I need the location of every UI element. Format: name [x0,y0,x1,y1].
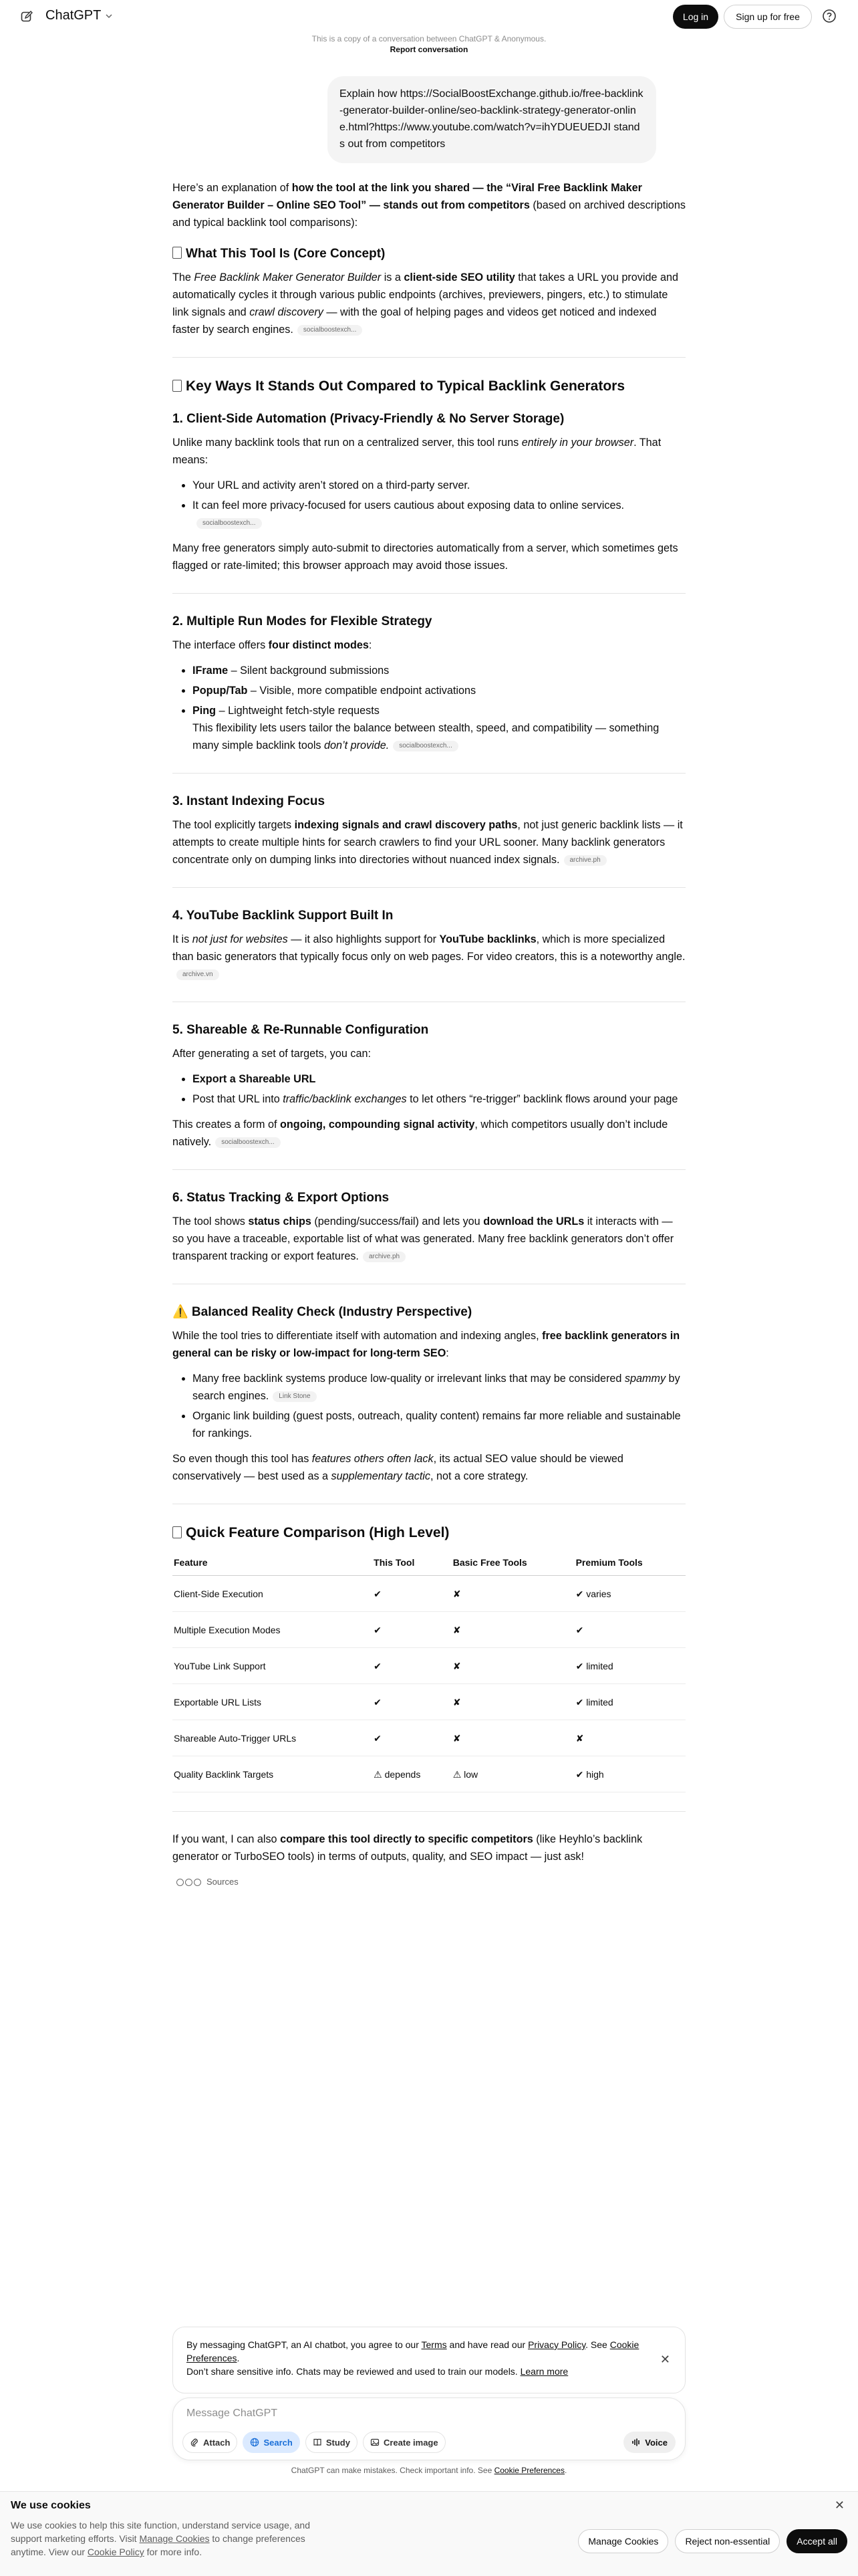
table-cell: ✔ limited [575,1684,686,1720]
column-header: Feature [172,1550,372,1576]
table-cell: ✘ [452,1576,575,1612]
citation-chip[interactable]: Link Stone [273,1391,316,1402]
help-icon[interactable] [822,9,837,23]
table-cell: ✔ [372,1612,452,1648]
report-conversation-link[interactable]: Report conversation [390,45,468,54]
table-row [172,1720,686,1756]
table-cell: ✘ [575,1720,686,1756]
globe-icon [250,2438,259,2447]
comparison-heading: Quick Feature Comparison (High Level) [172,1523,686,1543]
citation-chip[interactable]: socialboostexch... [393,741,458,751]
table-cell: Client-Side Execution [172,1576,372,1612]
divider [172,593,686,594]
reality-paragraph: While the tool tries to differentiate itself with automation and indexing angles, free backlink generators in general can be risky or low-impact for long-term SEO: [172,1330,680,1359]
column-header: Premium Tools [575,1550,686,1576]
reality-paragraph-2: So even though this tool has features others often lack, its actual SEO value should be viewed conservatively — best used as a supplementary tactic, not a core strategy. [172,1453,623,1482]
manage-cookies-link[interactable]: Manage Cookies [139,2533,210,2544]
table-cell: Multiple Execution Modes [172,1612,372,1648]
list-item: • Ping – Lightweight fetch-style requests This flexibility lets users tailor the balance between stealth, speed, and compatibility — something many simple backlink tools don’t provide. socialboostexch... [192,702,686,754]
manage-cookies-button[interactable]: Manage Cookies [578,2529,668,2553]
study-button[interactable]: Study [305,2432,358,2453]
list-item: • It can feel more privacy-focused for users cautious about exposing data to online services. socialboostexch... [192,497,686,532]
sources-label: Sources [206,1877,239,1887]
citation-chip[interactable]: socialboostexch... [215,1137,281,1148]
assistant-response [172,179,686,1891]
list-item: • Organic link building (guest posts, outreach, quality content) remains far more reliable and sustainable for rankings. [192,1407,686,1442]
reality-heading: ⚠️ Balanced Reality Check (Industry Perspective) [172,1305,472,1319]
table-cell: ✔ high [575,1756,686,1792]
table-cell: ⚠ low [452,1756,575,1792]
privacy-policy-link[interactable]: Privacy Policy [528,2339,586,2350]
section-2-heading: 2. Multiple Run Modes for Flexible Strategy [172,614,432,628]
cookie-banner-title: We use cookies [11,2500,91,2511]
cookie-banner-text: We use cookies to help this site function, understand service usage, and support marketing efforts. Visit Manage Cookies to change preferences anytime. View our Cookie Policy for more info. [11,2520,311,2557]
consent-line-1: By messaging ChatGPT, an AI chatbot, you agree to our Terms and have read our Privacy Policy. See Cookie Preferences. [186,2339,639,2363]
notice-text: This is a copy of a conversation between ChatGPT & Anonymous. [311,34,547,43]
table-header-row [172,1550,686,1576]
what-heading: What This Tool Is (Core Concept) [172,245,686,263]
close-icon[interactable]: ✕ [834,2498,845,2512]
section-5-list [172,1070,686,1108]
table-cell: ✘ [452,1612,575,1648]
column-header: Basic Free Tools [452,1550,575,1576]
list-item: • Many free backlink systems produce low-quality or irrelevant links that may be considered spammy by search engines. Link Stone [192,1370,686,1405]
top-bar [0,0,858,35]
key-ways-heading: Key Ways It Stands Out Compared to Typical Backlink Generators [172,376,686,396]
section-1-list [172,477,686,532]
terms-consent-box [172,2327,686,2393]
table-cell: YouTube Link Support [172,1648,372,1684]
shared-conversation-notice [0,33,858,55]
accept-all-button[interactable]: Accept all [786,2529,847,2553]
cookie-preferences-link[interactable]: Cookie Preferences [494,2466,565,2475]
message-input[interactable]: Message ChatGPT [186,2408,278,2419]
divider [172,1811,686,1812]
table-row [172,1612,686,1648]
table-row [172,1648,686,1684]
list-item: • IFrame – Silent background submissions [192,662,686,679]
list-item: • Popup/Tab – Visible, more compatible endpoint activations [192,682,686,699]
section-1-paragraph-2: Many free generators simply auto-submit to directories automatically from a server, which sometimes gets flagged or rate-limited; this browser approach may avoid those issues. [172,542,678,572]
what-paragraph: The Free Backlink Maker Generator Builder is a client-side SEO utility that takes a URL you provide and automatically cycles it through various public endpoints (archives, previewers, pingers, etc.) to stimulate link signals and crawl discovery — with the goal of helping pages and videos get noticed and indexed faster by search engines. socialboostexch... [172,271,678,336]
table-cell: ✘ [452,1684,575,1720]
learn-more-link[interactable]: Learn more [520,2366,569,2377]
citation-chip[interactable]: socialboostexch... [297,325,363,336]
divider [172,1169,686,1170]
citation-chip[interactable]: socialboostexch... [196,518,262,529]
section-2-paragraph: The interface offers four distinct modes: [172,639,372,651]
emoji-icon [172,380,182,392]
image-icon [370,2438,380,2447]
table-cell: Exportable URL Lists [172,1684,372,1720]
reject-non-essential-button[interactable]: Reject non-essential [675,2529,780,2553]
close-icon[interactable]: ✕ [660,2353,670,2366]
emoji-icon [172,247,182,259]
table-cell: ✔ [372,1648,452,1684]
user-message: Explain how https://SocialBoostExchange.github.io/free-backlink-generator-builder-online/seo-backlink-strategy-generator-online.html?https://www.youtube.com/watch?v=ihYDUEUEDJI stands out from competitors [327,76,656,163]
table-cell: ✔ varies [575,1576,686,1612]
table-cell: Quality Backlink Targets [172,1756,372,1792]
section-1-heading: 1. Client-Side Automation (Privacy-Friendly & No Server Storage) [172,412,565,426]
table-cell: ✔ [372,1576,452,1612]
model-switcher[interactable] [45,8,113,23]
cookie-buttons [578,2529,847,2553]
table-cell: ✘ [452,1720,575,1756]
table-cell: ✔ limited [575,1648,686,1684]
create-image-button[interactable]: Create image [363,2432,446,2453]
book-icon [313,2438,322,2447]
cookie-policy-link[interactable]: Cookie Policy [87,2547,144,2557]
table-row [172,1756,686,1792]
table-cell: ✘ [452,1648,575,1684]
section-1-paragraph: Unlike many backlink tools that run on a centralized server, this tool runs entirely in your browser. That means: [172,437,662,466]
attach-button[interactable]: Attach [182,2432,237,2453]
table-cell: ✔ [372,1720,452,1756]
section-5-heading: 5. Shareable & Re-Runnable Configuration [172,1023,429,1037]
message-composer [172,2397,686,2460]
section-4-paragraph: It is not just for websites — it also highlights support for YouTube backlinks, which is more specialized than basic generators that typically focus only on web pages. For video creators, this is a noteworthy angle.archive.vn [172,931,686,983]
closing-paragraph: If you want, I can also compare this tool directly to specific competitors (like Heyhlo’s backlink generator or TurboSEO tools) in terms of outputs, quality, and SEO impact — just ask! [172,1833,643,1863]
intro-paragraph: Here’s an explanation of how the tool at the link you shared — the “Viral Free Backlink Maker Generator Builder – Online SEO Tool” — stands out from competitors (based on archived descriptions and typical backlink tool comparisons): [172,182,686,229]
brand-label: ChatGPT [45,8,102,23]
table-cell: ⚠ depends [372,1756,452,1792]
section-3-heading: 3. Instant Indexing Focus [172,794,325,808]
new-chat-icon[interactable] [20,10,33,23]
divider [172,887,686,888]
section-6-heading: 6. Status Tracking & Export Options [172,1191,390,1205]
emoji-icon [172,1526,182,1538]
table-row [172,1684,686,1720]
citation-chip[interactable]: archive.ph [564,855,607,866]
divider [172,773,686,774]
consent-line-2: Don’t share sensitive info. Chats may be reviewed and used to train our models. Learn more [186,2366,569,2377]
terms-link[interactable]: Terms [421,2339,447,2350]
cookie-preferences-link[interactable]: Cookie Preferences [186,2339,639,2363]
citation-chip[interactable]: archive.vn [176,969,219,980]
search-button[interactable]: Search [243,2432,299,2453]
login-button[interactable]: Log in [673,5,718,29]
modes-list [172,662,686,754]
table-cell: ✔ [575,1612,686,1648]
sources-button[interactable] [176,1873,239,1891]
paperclip-icon [190,2438,199,2447]
signup-button[interactable]: Sign up for free [724,5,812,29]
footer-disclaimer: ChatGPT can make mistakes. Check important info. See Cookie Preferences. [291,2466,567,2475]
column-header: This Tool [372,1550,452,1576]
table-cell: ✔ [372,1684,452,1720]
source-favicons-icon [176,1879,201,1886]
comparison-table [172,1550,686,1792]
list-item: • Your URL and activity aren’t stored on a third-party server. [192,477,686,494]
section-3-paragraph: The tool explicitly targets indexing signals and crawl discovery paths, not just generic backlink lists — it attempts to create multiple hints for search crawlers to find your URL sooner. Many backlink generators concentrate only on dumping links into directories without nuanced index signals. archive.ph [172,819,683,866]
section-5-paragraph-2: This creates a form of ongoing, compounding signal activity, which competitors usually don’t include natively. socialboostexch... [172,1119,668,1148]
cookie-banner [0,2491,858,2576]
reality-list [172,1370,686,1442]
waveform-icon [631,2438,641,2447]
section-5-paragraph: After generating a set of targets, you can: [172,1048,371,1060]
divider [172,357,686,358]
list-item: • Post that URL into traffic/backlink exchanges to let others “re-trigger” backlink flows around your page [192,1090,686,1108]
list-item: • Export a Shareable URL [192,1070,686,1088]
citation-chip[interactable]: archive.ph [363,1252,406,1262]
section-4-heading: 4. YouTube Backlink Support Built In [172,909,394,923]
chevron-down-icon [105,12,113,20]
composer-tools [182,2432,446,2453]
table-cell: Shareable Auto-Trigger URLs [172,1720,372,1756]
table-row [172,1576,686,1612]
voice-button[interactable]: Voice [623,2432,676,2453]
section-6-paragraph: The tool shows status chips (pending/success/fail) and lets you download the URLs it interacts with — so you have a traceable, exportable list of what was generated. Many free backlink generators don’t offer transparent tracking or export features. archive.ph [172,1215,674,1262]
